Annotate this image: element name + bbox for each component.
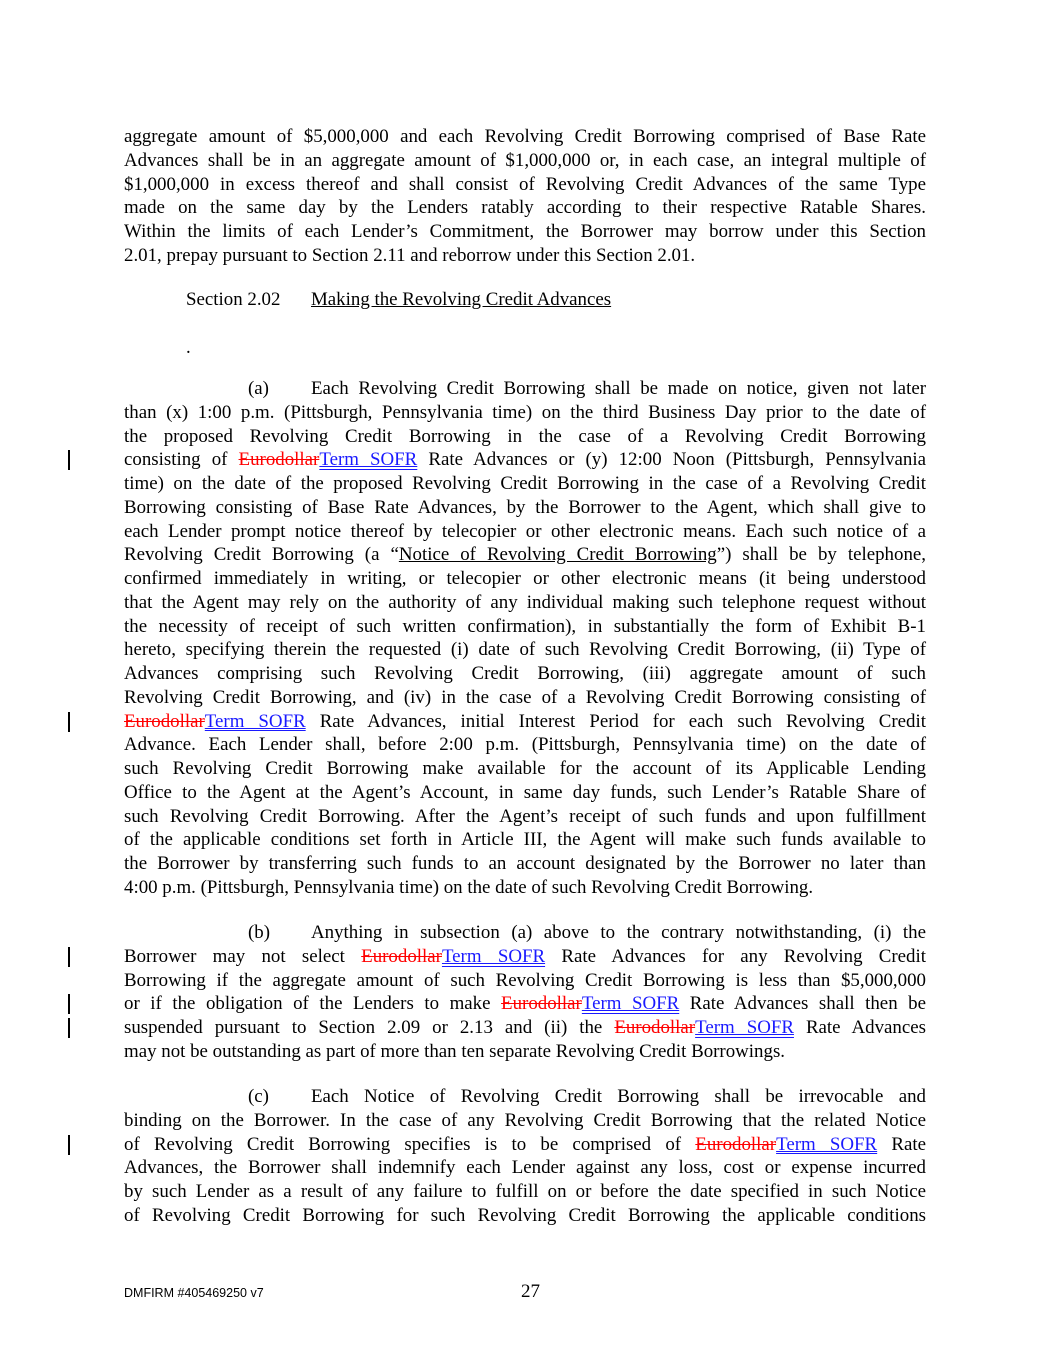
inserted-text: Term SOFR xyxy=(581,993,680,1015)
deleted-text: Eurodollar xyxy=(501,993,582,1015)
text-segment: Rate Advances, initial Interest Period for each such Revolving Credit xyxy=(305,710,926,732)
text-line xyxy=(124,828,926,852)
text-line xyxy=(124,244,926,268)
text-segment: Anything in subsection (a) above to the contrary notwithstanding, (i) the xyxy=(311,922,926,943)
change-bar xyxy=(68,712,70,732)
text-segment: Advance. Each Lender shall, before 2:00 p.m. (Pittsburgh, Pennsylvania time) on the date of xyxy=(124,734,926,756)
text-line xyxy=(124,662,926,686)
text-line xyxy=(124,425,926,449)
text-line xyxy=(124,615,926,639)
text-line xyxy=(124,149,926,173)
text-line xyxy=(124,876,926,900)
text-line xyxy=(124,448,926,472)
text-line xyxy=(124,1109,926,1133)
text-segment: of Revolving Credit Borrowing specifies is to be comprised of xyxy=(124,1133,696,1155)
text-segment: that the Agent may rely on the authority of any individual making such telephone request without xyxy=(124,591,926,613)
text-segment: Rate Advances for any Revolving Credit xyxy=(545,945,926,967)
text-line xyxy=(124,945,926,969)
text-line xyxy=(124,1180,926,1204)
text-segment: made on the same day by the Lenders ratably according to their respective Ratable Shares. xyxy=(124,197,926,219)
text-segment: than (x) 1:00 p.m. (Pittsburgh, Pennsylvania time) on the third Business Day prior to the date of xyxy=(124,401,926,423)
deleted-text: Eurodollar xyxy=(695,1133,777,1155)
text-segment: Rate Advances xyxy=(793,1017,926,1038)
text-line xyxy=(124,733,926,757)
subsection-c xyxy=(124,1085,926,1228)
inserted-text: Term SOFR xyxy=(695,1017,794,1038)
text-segment: Advances shall be in an aggregate amount of $1,000,000 or, in each case, an integral multiple of xyxy=(124,149,926,171)
text-line xyxy=(124,805,926,829)
text-segment: time) on the date of the proposed Revolving Credit Borrowing in the case of a Revolving Credit xyxy=(124,473,926,494)
text-segment: of the applicable conditions set forth in Article III, the Agent will make such funds available to xyxy=(124,829,926,851)
text-line xyxy=(124,1040,926,1064)
text-segment: Rate xyxy=(877,1133,926,1155)
deleted-text: Eurodollar xyxy=(124,710,205,732)
text-line xyxy=(124,1204,926,1228)
text-line xyxy=(124,472,926,496)
change-bar xyxy=(68,1135,70,1155)
text-segment: Revolving Credit Borrowing (a “ xyxy=(124,544,399,566)
text-line xyxy=(124,992,926,1016)
stray-period: . xyxy=(186,337,191,358)
text-line xyxy=(124,710,926,734)
text-segment: 4:00 p.m. (Pittsburgh, Pennsylvania time) on the date of such Revolving Credit Borrowing. xyxy=(124,876,814,898)
text-line xyxy=(124,196,926,220)
text-segment: Borrowing if the aggregate amount of such Revolving Credit Borrowing is less than $5,000,000 xyxy=(124,969,926,991)
text-segment: Each Notice of Revolving Credit Borrowing shall be irrevocable and xyxy=(311,1086,926,1107)
text-line xyxy=(124,520,926,544)
section-number: Section 2.02 xyxy=(186,289,281,310)
change-bar xyxy=(68,994,70,1014)
deleted-text: Eurodollar xyxy=(614,1017,696,1038)
subsection-label: (c) xyxy=(248,1086,269,1107)
text-segment: such Revolving Credit Borrowing. After the Agent’s receipt of such funds and upon fulfillment xyxy=(124,805,926,827)
subsection-label: (a) xyxy=(248,378,269,399)
text-segment: Rate Advances or (y) 12:00 Noon (Pittsburgh, Pennsylvania xyxy=(417,449,926,471)
subsection-a xyxy=(124,377,926,900)
text-segment: Borrowing consisting of Base Rate Advances, by the Borrower to the Agent, which shall give to xyxy=(124,496,926,518)
text-line xyxy=(124,220,926,244)
text-line xyxy=(124,567,926,591)
text-line xyxy=(124,401,926,425)
text-segment: may not be outstanding as part of more than ten separate Revolving Credit Borrowings. xyxy=(124,1040,786,1062)
text-line xyxy=(124,921,926,945)
text-line xyxy=(124,1156,926,1180)
text-segment: Office to the Agent at the Agent’s Account, in same day funds, such Lender’s Ratable Share of xyxy=(124,781,926,803)
text-segment: the necessity of receipt of such written confirmation), in substantially the form of Exhibit B-1 xyxy=(124,615,926,637)
text-segment: hereto, specifying therein the requested (i) date of such Revolving Credit Borrowing, (ii) Type of xyxy=(124,639,926,661)
section-heading xyxy=(186,288,611,312)
deleted-text: Eurodollar xyxy=(361,945,442,967)
text-line xyxy=(124,591,926,615)
page-number: 27 xyxy=(521,1281,540,1302)
inserted-text: Term SOFR xyxy=(204,710,306,732)
text-segment: the proposed Revolving Credit Borrowing in the case of a Revolving Credit Borrowing xyxy=(124,425,926,447)
text-line xyxy=(124,173,926,197)
text-segment: Advances, the Borrower shall indemnify each Lender against any loss, cost or expense incurred xyxy=(124,1157,926,1179)
text-segment: 2.01, prepay pursuant to Section 2.11 and reborrow under this Section 2.01. xyxy=(124,244,696,266)
text-line xyxy=(124,852,926,876)
text-line xyxy=(124,543,926,567)
text-line xyxy=(124,781,926,805)
text-line xyxy=(124,377,926,401)
subsection-b xyxy=(124,921,926,1064)
text-line xyxy=(124,757,926,781)
text-segment: each Lender prompt notice thereof by telecopier or other electronic means. Each such notice of a xyxy=(124,520,926,542)
text-segment: such Revolving Credit Borrowing make available for the account of its Applicable Lending xyxy=(124,758,926,779)
text-segment: Within the limits of each Lender’s Commitment, the Borrower may borrow under this Section xyxy=(124,221,926,242)
text-line xyxy=(124,125,926,149)
text-segment: of Revolving Credit Borrowing for such Revolving Credit Borrowing the applicable conditions xyxy=(124,1204,926,1226)
text-segment: Borrower may not select xyxy=(124,945,362,967)
inserted-text: Term SOFR xyxy=(776,1133,878,1155)
text-line xyxy=(124,496,926,520)
text-segment: consisting of xyxy=(124,449,239,471)
change-bar xyxy=(68,1018,70,1038)
inserted-text: Term SOFR xyxy=(441,945,546,967)
defined-term: Notice of Revolving Credit Borrowing xyxy=(398,544,717,566)
deleted-text: Eurodollar xyxy=(238,449,320,471)
text-segment: aggregate amount of $5,000,000 and each Revolving Credit Borrowing comprised of Base Rate xyxy=(124,126,926,147)
text-segment: or if the obligation of the Lenders to make xyxy=(124,993,502,1015)
text-line xyxy=(124,969,926,993)
text-segment: by such Lender as a result of any failure to fulfill on or before the date specified in such Notice xyxy=(124,1181,926,1202)
text-segment: Rate Advances shall then be xyxy=(679,993,926,1015)
paragraph-2-01-continued xyxy=(124,125,926,268)
text-line xyxy=(124,1133,926,1157)
text-line xyxy=(124,638,926,662)
section-title: Making the Revolving Credit Advances xyxy=(311,289,612,310)
text-segment: ”) shall be by telephone, xyxy=(716,544,926,566)
text-line xyxy=(124,1085,926,1109)
subsection-label: (b) xyxy=(248,922,271,943)
text-segment: confirmed immediately in writing, or telecopier or other electronic means (it being understood xyxy=(124,568,926,589)
footer-document-id: DMFIRM #405469250 v7 xyxy=(124,1286,264,1300)
inserted-text: Term SOFR xyxy=(319,449,418,471)
text-segment: binding on the Borrower. In the case of any Revolving Credit Borrowing that the related Notice xyxy=(124,1109,926,1131)
text-segment: Revolving Credit Borrowing, and (iv) in the case of a Revolving Credit Borrowing consisting of xyxy=(124,686,926,708)
change-bar xyxy=(68,450,70,470)
change-bar xyxy=(68,947,70,967)
text-line xyxy=(124,1016,926,1040)
text-segment: $1,000,000 in excess thereof and shall consist of Revolving Credit Advances of the same Type xyxy=(124,173,926,195)
text-segment: the Borrower by transferring such funds to an account designated by the Borrower no later than xyxy=(124,853,926,874)
text-line xyxy=(124,686,926,710)
text-segment: Advances comprising such Revolving Credit Borrowing, (iii) aggregate amount of such xyxy=(124,663,926,684)
text-segment: suspended pursuant to Section 2.09 or 2.13 and (ii) the xyxy=(124,1017,615,1038)
text-segment: Each Revolving Credit Borrowing shall be made on notice, given not later xyxy=(311,378,926,399)
